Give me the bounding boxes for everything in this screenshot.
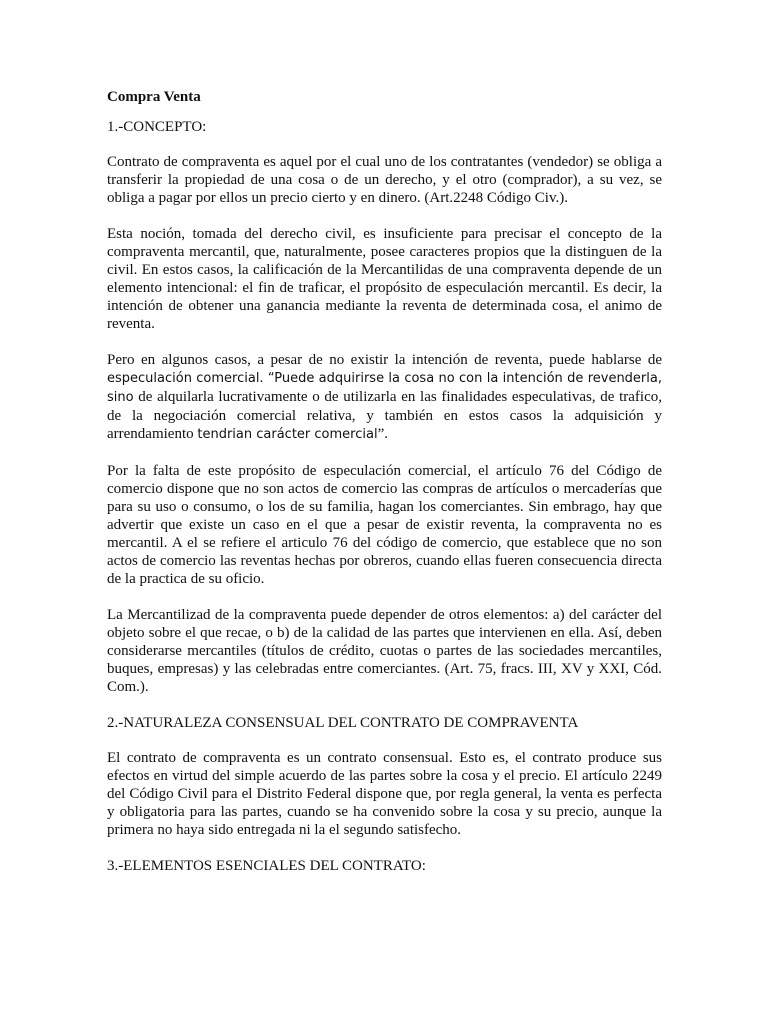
- paragraph-especulacion-quote-2: tendrian carácter comercial: [197, 427, 378, 442]
- paragraph-especulacion-text-1: Pero en algunos casos, a pesar de no existir la intención de reventa, puede hablarse de: [107, 352, 662, 368]
- section-heading-elementos: 3.-ELEMENTOS ESENCIALES DEL CONTRATO:: [107, 858, 426, 874]
- document-title: Compra Venta: [107, 89, 201, 105]
- paragraph-especulacion-text-2: de alquilarla lucrativamente o de utilizarla en las finalidades especulativas, de trafico, de la negociación comercial relativa, y también en estos casos la adquisición y arrendamiento: [107, 389, 662, 442]
- paragraph-articulo-76: Por la falta de este propósito de especulación comercial, el artículo 76 del Código de comercio dispone que no son actos de comercio las compras de artículos o mercaderías que para su uso o consumo, o los de su familia, hagan los comerciantes. Sin embrago, hay que advertir que existe un caso en el que a pesar de existir reventa, la compraventa no es mercantil. A el se refiere el articulo 76 del código de comercio, que establece que no son actos de comercio las reventas hechas por obreros, cuando ellas fueren consecuencia directa de la practica de su oficio.: [107, 463, 662, 587]
- document-page: [107, 88, 662, 892]
- paragraph-especulacion-text-3: ”.: [377, 426, 388, 442]
- section-heading-concepto: 1.-CONCEPTO:: [107, 119, 207, 135]
- paragraph-definition: Contrato de compraventa es aquel por el cual uno de los contratantes (vendedor) se obliga a transferir la propiedad de una cosa o de un derecho, y el otro (comprador), a su vez, se obliga a pagar por ellos un precio cierto y en dinero. (Art.2248 Código Civ.).: [107, 154, 662, 206]
- section-heading-naturaleza: 2.-NATURALEZA CONSENSUAL DEL CONTRATO DE COMPRAVENTA: [107, 715, 579, 731]
- paragraph-consensual: El contrato de compraventa es un contrato consensual. Esto es, el contrato produce sus efectos en virtud del simple acuerdo de las partes sobre la cosa y el precio. El artículo 2249 del Código Civil para el Distrito Federal dispone que, por regla general, la venta es perfecta y obligatoria para las partes, cuando se ha convenido sobre la cosa y su precio, aunque la primera no haya sido entregada ni la el segundo satisfecho.: [107, 750, 662, 838]
- paragraph-nocion: Esta noción, tomada del derecho civil, es insuficiente para precisar el concepto de la compraventa mercantil, que, naturalmente, posee caracteres propios que la distinguen de la civil. En estos casos, la calificación de la Mercantilidas de una compraventa depende de un elemento intencional: el fin de traficar, el propósito de especulación mercantil. Es decir, la intención de obtener una ganancia mediante la reventa de determinada cosa, el animo de reventa.: [107, 226, 662, 332]
- paragraph-especulacion-quote-1: especulación comercial. “Puede adquirirse la cosa no con la intención de revenderla, sino: [107, 371, 662, 405]
- paragraph-mercantilizad: La Mercantilizad de la compraventa puede depender de otros elementos: a) del carácter del objeto sobre el que recae, o b) de la calidad de las partes que intervienen en ella. Así, deben considerarse mercantiles (títulos de crédito, cuotas o partes de las sociedades mercantiles, buques, empresas) y las celebradas entre comerciantes. (Art. 75, fracs. III, XV y XXI, Cód. Com.).: [107, 607, 662, 695]
- paragraph-especulacion: [107, 351, 662, 444]
